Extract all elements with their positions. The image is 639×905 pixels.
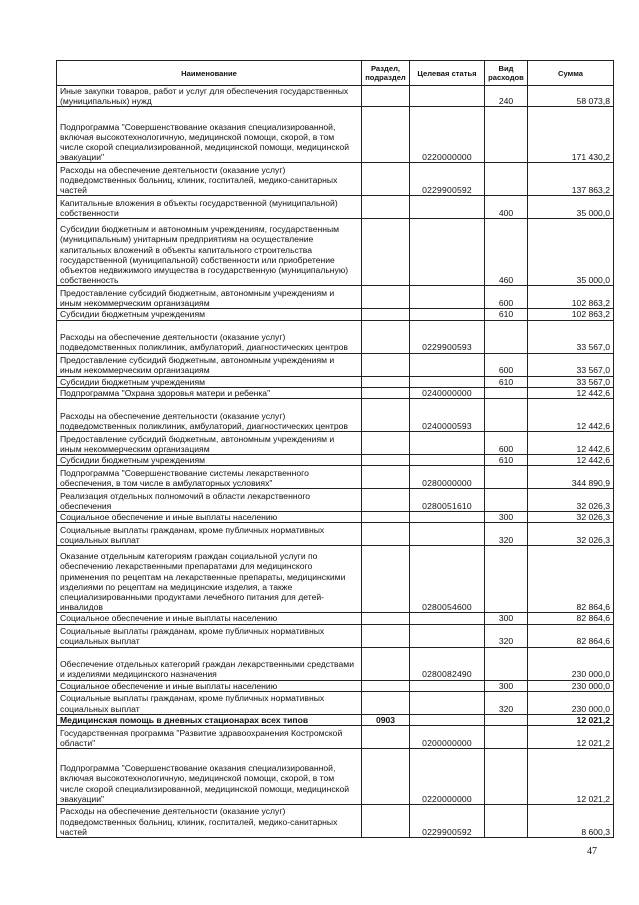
row-name-cell: Государственная программа "Развитие здравоохранения Костромской области": [57, 726, 362, 749]
row-target-cell: 0220000000: [410, 107, 485, 163]
row-section-cell: [362, 613, 410, 624]
row-type-cell: 600: [485, 432, 528, 455]
row-name-cell: Социальные выплаты гражданам, кроме публичных нормативных социальных выплат: [57, 691, 362, 714]
row-section-cell: [362, 647, 410, 680]
row-sum-cell: 82 864,6: [528, 624, 614, 647]
row-target-cell: [410, 309, 485, 320]
row-section-cell: [362, 749, 410, 805]
row-type-cell: 610: [485, 455, 528, 466]
row-type-cell: [485, 320, 528, 353]
row-name-cell: Подпрограмма "Совершенствование оказания специализированной, включая высокотехнологичную, медицинской помощи, скорой, в том числе скорой специализированной, медицинской помощи, медицинской эвакуации": [57, 107, 362, 163]
row-target-cell: 0220000000: [410, 749, 485, 805]
row-target-cell: [410, 680, 485, 691]
row-type-cell: [485, 466, 528, 489]
row-name-cell: Социальное обеспечение и иные выплаты населению: [57, 613, 362, 624]
row-type-cell: 320: [485, 691, 528, 714]
row-target-cell: 0229900592: [410, 163, 485, 196]
row-name-cell: Расходы на обеспечение деятельности (оказание услуг) подведомственных больниц, клиник, госпиталей, медико-санитарных частей: [57, 163, 362, 196]
table-row: [57, 714, 614, 725]
row-sum-cell: 12 021,2: [528, 726, 614, 749]
row-section-cell: [362, 320, 410, 353]
table-row: [57, 196, 614, 219]
row-type-cell: 320: [485, 624, 528, 647]
row-name-cell: Обеспечение отдельных категорий граждан лекарственными средствами и изделиями медицинского назначения: [57, 647, 362, 680]
row-sum-cell: 12 442,6: [528, 455, 614, 466]
table-row: [57, 523, 614, 546]
row-sum-cell: 12 442,6: [528, 387, 614, 398]
row-target-cell: [410, 512, 485, 523]
row-sum-cell: 137 863,2: [528, 163, 614, 196]
row-name-cell: Субсидии бюджетным учреждениям: [57, 376, 362, 387]
table-row: [57, 512, 614, 523]
table-row: [57, 749, 614, 805]
row-target-cell: [410, 613, 485, 624]
row-target-cell: [410, 624, 485, 647]
table-row: [57, 86, 614, 107]
row-section-cell: [362, 309, 410, 320]
row-target-cell: [410, 286, 485, 309]
row-type-cell: 400: [485, 196, 528, 219]
row-section-cell: [362, 353, 410, 376]
row-name-cell: Капитальные вложения в объекты государственной (муниципальной) собственности: [57, 196, 362, 219]
row-name-cell: Реализация отдельных полномочий в области лекарственного обеспечения: [57, 489, 362, 512]
row-type-cell: [485, 749, 528, 805]
row-name-cell: Расходы на обеспечение деятельности (оказание услуг) подведомственных больниц, клиник, госпиталей, медико-санитарных частей: [57, 805, 362, 838]
row-type-cell: [485, 387, 528, 398]
header-target: Целевая статья: [410, 61, 485, 86]
row-section-cell: [362, 805, 410, 838]
row-type-cell: [485, 399, 528, 432]
row-target-cell: [410, 455, 485, 466]
row-type-cell: 610: [485, 309, 528, 320]
row-target-cell: 0229900593: [410, 320, 485, 353]
row-type-cell: [485, 714, 528, 725]
row-target-cell: 0229900592: [410, 805, 485, 838]
row-target-cell: 0240000000: [410, 387, 485, 398]
row-section-cell: [362, 387, 410, 398]
row-type-cell: 300: [485, 680, 528, 691]
row-section-cell: [362, 455, 410, 466]
row-target-cell: 0280000000: [410, 466, 485, 489]
row-sum-cell: 35 000,0: [528, 219, 614, 286]
table-row: [57, 805, 614, 838]
table-row: [57, 466, 614, 489]
row-sum-cell: 35 000,0: [528, 196, 614, 219]
table-body: [57, 86, 614, 838]
row-sum-cell: 33 567,0: [528, 353, 614, 376]
row-name-cell: Медицинская помощь в дневных стационарах всех типов: [57, 714, 362, 725]
row-target-cell: [410, 691, 485, 714]
table-row: [57, 309, 614, 320]
row-type-cell: 240: [485, 86, 528, 107]
header-sum: Сумма: [528, 61, 614, 86]
row-name-cell: Иные закупки товаров, работ и услуг для обеспечения государственных (муниципальных) нужд: [57, 86, 362, 107]
page-number: 47: [587, 846, 597, 857]
row-sum-cell: 171 430,2: [528, 107, 614, 163]
table-row: [57, 691, 614, 714]
table-row: [57, 432, 614, 455]
row-name-cell: Оказание отдельным категориям граждан социальной услуги по обеспечению лекарственными препаратами для медицинского применения по рецептам на лекарственные препараты, медицинскими изделиями по рецептам на медицинские изделия, а также специализированными продуктами лечебного питания для детей-инвалидов: [57, 546, 362, 613]
row-target-cell: 0280051610: [410, 489, 485, 512]
row-type-cell: 600: [485, 286, 528, 309]
row-sum-cell: 102 863,2: [528, 309, 614, 320]
row-section-cell: [362, 432, 410, 455]
row-sum-cell: 32 026,3: [528, 489, 614, 512]
row-target-cell: 0280082490: [410, 647, 485, 680]
row-section-cell: [362, 691, 410, 714]
row-name-cell: Социальные выплаты гражданам, кроме публичных нормативных социальных выплат: [57, 523, 362, 546]
header-type: Вид расходов: [485, 61, 528, 86]
row-sum-cell: 33 567,0: [528, 320, 614, 353]
row-section-cell: [362, 86, 410, 107]
row-sum-cell: 82 864,6: [528, 613, 614, 624]
row-target-cell: 0280054600: [410, 546, 485, 613]
table-header-row: [57, 61, 614, 86]
row-section-cell: [362, 466, 410, 489]
table-row: [57, 726, 614, 749]
table-row: [57, 680, 614, 691]
table-row: [57, 163, 614, 196]
row-name-cell: Социальное обеспечение и иные выплаты населению: [57, 680, 362, 691]
row-sum-cell: 12 442,6: [528, 432, 614, 455]
row-type-cell: 320: [485, 523, 528, 546]
row-name-cell: Предоставление субсидий бюджетным, автономным учреждениям и иным некоммерческим организациям: [57, 286, 362, 309]
row-sum-cell: 102 863,2: [528, 286, 614, 309]
row-sum-cell: 12 021,2: [528, 749, 614, 805]
row-section-cell: [362, 376, 410, 387]
table-row: [57, 353, 614, 376]
row-target-cell: [410, 714, 485, 725]
row-sum-cell: 82 864,6: [528, 546, 614, 613]
row-section-cell: [362, 489, 410, 512]
row-name-cell: Предоставление субсидий бюджетным, автономным учреждениям и иным некоммерческим организациям: [57, 432, 362, 455]
row-section-cell: [362, 546, 410, 613]
row-type-cell: 300: [485, 512, 528, 523]
row-sum-cell: 12 442,6: [528, 399, 614, 432]
row-section-cell: 0903: [362, 714, 410, 725]
row-name-cell: Субсидии бюджетным учреждениям: [57, 455, 362, 466]
row-type-cell: 600: [485, 353, 528, 376]
table-row: [57, 107, 614, 163]
row-section-cell: [362, 512, 410, 523]
row-target-cell: [410, 376, 485, 387]
row-type-cell: 300: [485, 613, 528, 624]
table-row: [57, 219, 614, 286]
row-sum-cell: 32 026,3: [528, 512, 614, 523]
row-section-cell: [362, 286, 410, 309]
row-name-cell: Расходы на обеспечение деятельности (оказание услуг) подведомственных поликлиник, амбулаторий, диагностических центров: [57, 320, 362, 353]
row-name-cell: Подпрограмма "Охрана здоровья матери и ребенка": [57, 387, 362, 398]
row-section-cell: [362, 726, 410, 749]
row-type-cell: [485, 489, 528, 512]
row-sum-cell: 33 567,0: [528, 376, 614, 387]
table-row: [57, 455, 614, 466]
table-row: [57, 320, 614, 353]
table-row: [57, 387, 614, 398]
row-sum-cell: 12 021,2: [528, 714, 614, 725]
row-section-cell: [362, 523, 410, 546]
row-target-cell: [410, 86, 485, 107]
row-type-cell: 610: [485, 376, 528, 387]
row-section-cell: [362, 219, 410, 286]
row-target-cell: [410, 219, 485, 286]
row-sum-cell: 344 890,9: [528, 466, 614, 489]
table-row: [57, 546, 614, 613]
row-sum-cell: 32 026,3: [528, 523, 614, 546]
row-name-cell: Субсидии бюджетным и автономным учреждениям, государственным (муниципальным) унитарным предприятиям на осуществление капитальных вложений в объекты капитального строительства государственной (муниципальной) собственности или приобретение объектов недвижимого имущества в государственную (муниципальную) собственность: [57, 219, 362, 286]
row-target-cell: [410, 196, 485, 219]
row-section-cell: [362, 624, 410, 647]
table-row: [57, 613, 614, 624]
row-section-cell: [362, 196, 410, 219]
row-type-cell: 460: [485, 219, 528, 286]
row-type-cell: [485, 107, 528, 163]
row-name-cell: Социальные выплаты гражданам, кроме публичных нормативных социальных выплат: [57, 624, 362, 647]
row-sum-cell: 230 000,0: [528, 680, 614, 691]
table-row: [57, 489, 614, 512]
table-row: [57, 286, 614, 309]
header-name: Наименование: [57, 61, 362, 86]
row-name-cell: Социальное обеспечение и иные выплаты населению: [57, 512, 362, 523]
row-name-cell: Расходы на обеспечение деятельности (оказание услуг) подведомственных поликлиник, амбулаторий, диагностических центров: [57, 399, 362, 432]
row-name-cell: Подпрограмма "Совершенствование оказания специализированной, включая высокотехнологичную, медицинской помощи, скорой, в том числе скорой специализированной, медицинской помощи, медицинской эвакуации": [57, 749, 362, 805]
row-type-cell: [485, 726, 528, 749]
row-type-cell: [485, 163, 528, 196]
table-row: [57, 376, 614, 387]
row-sum-cell: 230 000,0: [528, 647, 614, 680]
row-type-cell: [485, 805, 528, 838]
row-target-cell: 0240000593: [410, 399, 485, 432]
budget-table-sheet: [56, 60, 613, 838]
table-row: [57, 399, 614, 432]
row-sum-cell: 8 600,3: [528, 805, 614, 838]
row-name-cell: Предоставление субсидий бюджетным, автономным учреждениям и иным некоммерческим организациям: [57, 353, 362, 376]
table-row: [57, 624, 614, 647]
row-name-cell: Субсидии бюджетным учреждениям: [57, 309, 362, 320]
row-type-cell: [485, 647, 528, 680]
row-section-cell: [362, 680, 410, 691]
row-sum-cell: 58 073,8: [528, 86, 614, 107]
row-sum-cell: 230 000,0: [528, 691, 614, 714]
table-row: [57, 647, 614, 680]
budget-table: [56, 60, 614, 838]
row-target-cell: [410, 523, 485, 546]
row-target-cell: [410, 432, 485, 455]
header-section: Раздел, подраздел: [362, 61, 410, 86]
row-section-cell: [362, 107, 410, 163]
row-section-cell: [362, 163, 410, 196]
row-type-cell: [485, 546, 528, 613]
row-target-cell: [410, 353, 485, 376]
row-name-cell: Подпрограмма "Совершенствование системы лекарственного обеспечения, в том числе в амбулаторных условиях": [57, 466, 362, 489]
row-section-cell: [362, 399, 410, 432]
row-target-cell: 0200000000: [410, 726, 485, 749]
